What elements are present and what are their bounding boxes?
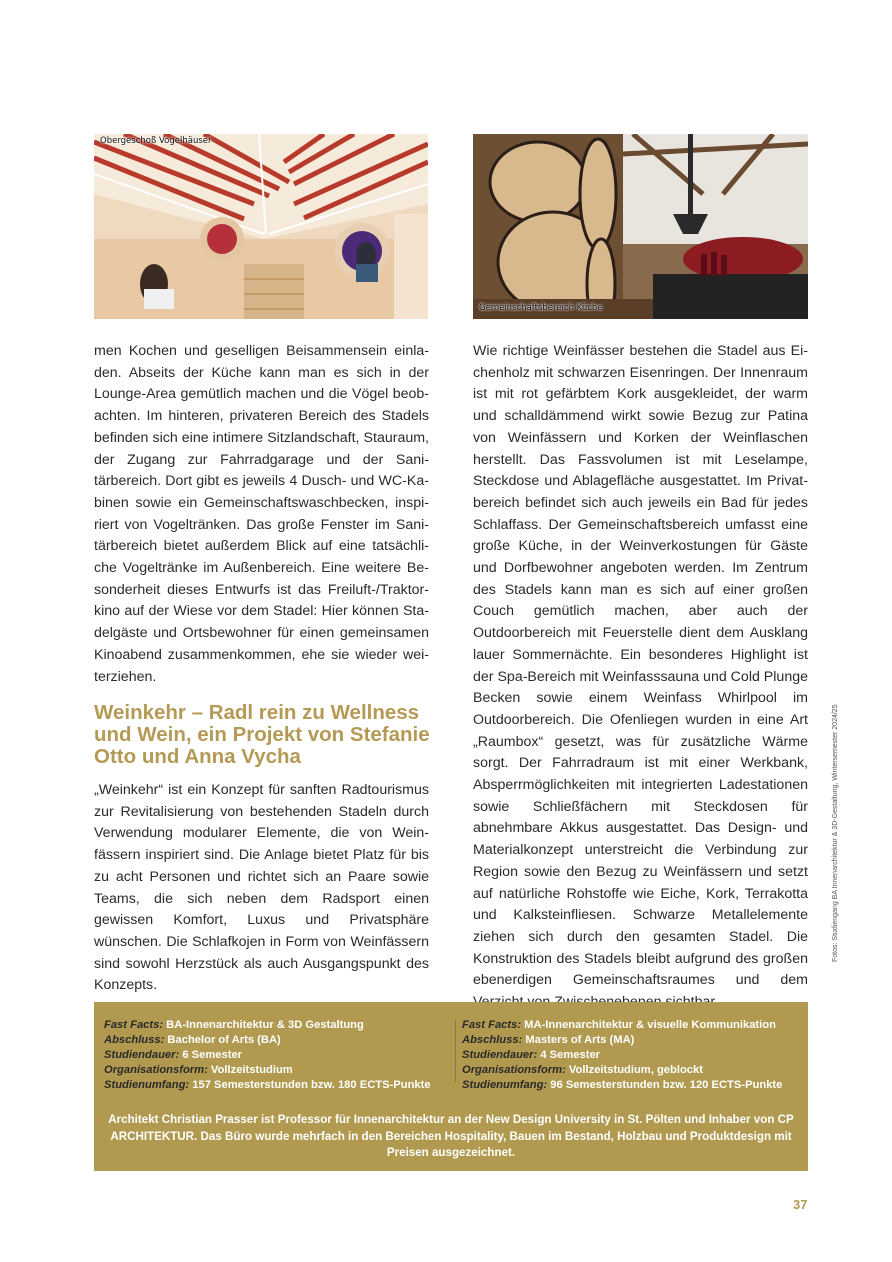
photo-kitchen xyxy=(473,134,808,319)
fact-value: 6 Semester xyxy=(182,1049,243,1061)
fact-label: Studienumfang: xyxy=(104,1079,190,1091)
body-paragraph: men Kochen und geselligen Beisammensein einladen. Abseits der Küche kann man es sich in der Lounge-Area gemütlich machen und die Vögel beobachten. Im hinteren, privateren Bereich des Stadels befinden sich eine intimere Sitzlandschaft, Stauraum, der Zugang zur Fahrradgarage und der Sanitärbereich. Dort gibt es jeweils 4 Dusch- und WC-Kabinen sowie ein Gemeinschaftswaschbecken, inspiriert von Vogeltränken. Das große Fenster im Sanitärbereich bietet außerdem Blick auf eine tatsächliche Vogeltränke im Außenbereich. Eine weitere Besonderheit dieses Entwurfs ist das Freiluft-/Traktorkino auf der Wiese vor dem Stadel: Hier können Stadelgäste und Ortsbewohner für einen gemeinsamen Kinoabend zusammenkommen, ehe sie wieder weiterziehen. xyxy=(94,343,429,685)
fact-value: Vollzeitstudium xyxy=(210,1064,293,1076)
photo-caption: Gemeinschaftsbereich Küche xyxy=(479,303,603,313)
section-heading: Weinkehr – Radl rein zu Wellness und Wein, ein Projekt von Stefanie Otto und Anna Vycha xyxy=(94,701,430,768)
fact-label: Abschluss: xyxy=(462,1034,523,1046)
body-paragraph: Wie richtige Weinfässer bestehen die Stadel aus Eichenholz mit schwarzen Eisenringen. Der Innenraum ist mit rot gefärbtem Kork ausgekleidet, der warm und schalldämmend wirkt sowie Bezug zur Patina von Weinfässern und Korken der Weinflaschen herstellt. Das Fassvolumen ist mit Leselampe, Steckdose und Ablagefläche ausgestattet. Im Privatbereich befindet sich auch jeweils ein Bad für jedes Schlaffass. Der Gemeinschaftsbereich umfasst eine große Küche, in der Weinverkostungen für Gäste und Dorfbewohner angeboten werden. Im Zentrum des Stadels kann man es sich auf einer großen Couch gemütlich machen, aber auch der Outdoorbereich mit Feuerstelle dient dem Ausklang lauer Sommernächte. Ein besonderes Highlight ist der Spa-Bereich mit Weinfasssauna und Cold Plunge Becken sowie einem Weinfass Whirlpool im Outdoorbereich. Die Ofenliegen wurden in eine Art „Raumbox“ gesetzt, was für zusätzliche Wärme sorgt. Der Fahrradraum ist mit einer Werkbank, Absperrmöglichkeiten mit integrierten Ladestationen sowie Schließfächern mit Steckdosen für abnehmbare Akkus ausgestattet. Das Design- und Materialkonzept unterstreicht die Verbindung zur Region sowie den Bezug zu Weinfässern und setzt auf natürliche Rohstoffe wie Eiche, Kork, Terrakotta und Kalksteinfliesen. Schwarze Metallelemente ziehen sich durch den gesamten Stadel. Die Konstruktion des Stadels bleibt aufgrund des großen ebenerdigen Gemeinschaftsraumes und dem xyxy=(473,343,808,989)
fact-label: Studiendauer: xyxy=(104,1049,180,1061)
fact-value: 4 Semester xyxy=(540,1049,601,1061)
fact-value: Bachelor of Arts (BA) xyxy=(167,1034,281,1046)
fact-label: Organisationsform: xyxy=(462,1064,566,1076)
fact-value: Vollzeitstudium, geblockt xyxy=(568,1064,703,1076)
facts-ma xyxy=(462,1018,782,1093)
page-number: 37 xyxy=(793,1197,808,1212)
right-column xyxy=(473,341,808,1014)
fact-label: Organisationsform: xyxy=(104,1064,208,1076)
photo-credit: Fotos: Studiengang BA Innenarchitektur & 3D-Gestaltung, Wintersemester 2024/25 xyxy=(832,704,839,962)
left-column xyxy=(94,341,429,688)
facts-ba xyxy=(104,1018,431,1093)
fact-value: 96 Semesterstunden bzw. 120 ECTS-Punkte xyxy=(550,1079,783,1091)
fact-label: Abschluss: xyxy=(104,1034,165,1046)
photo-caption: Obergeschoß Vogelhäuser xyxy=(100,136,212,146)
fast-facts-box xyxy=(94,1002,808,1171)
fact-value: BA-Innenarchitektur & 3D Gestaltung xyxy=(166,1019,364,1031)
fact-value: 157 Semesterstunden bzw. 180 ECTS-Punkte xyxy=(192,1079,431,1091)
photo-bird-houses xyxy=(94,134,428,319)
fact-label: Studiendauer: xyxy=(462,1049,538,1061)
body-paragraph: „Weinkehr“ ist ein Konzept für sanften Radtourismus zur Revitalisierung von bestehenden Stadeln durch Verwendung modularer Elemente, die von Weinfässern inspiriert sind. Die Anlage bietet Platz für bis zu acht Personen und richtet sich an Paare sowie Teams, die sich neben dem Radsport einen gewissen Komfort, Luxus und Privatsphäre wünschen. Die Schlafkojen in Form von Weinfässern sind sowohl Herzstück als auch Ausgangspunkt des Konzepts. xyxy=(94,782,429,994)
left-column-continued xyxy=(94,780,429,997)
facts-divider xyxy=(455,1020,456,1082)
author-bio: Architekt Christian Prasser ist Professor für Innenarchitektur an der New Design University in St. Pölten und Inhaber von CP ARCHITEKTUR. Das Büro wurde mehrfach in den Bereichen Hospitality, Bauen im Bestand, Holzbau und Produktdesign mit Preisen ausgezeichnet. xyxy=(108,1113,794,1159)
fact-label: Studienumfang: xyxy=(462,1079,548,1091)
fact-label: Fast Facts: xyxy=(104,1019,164,1031)
fact-value: MA-Innenarchitektur & visuelle Kommunikation xyxy=(524,1019,776,1031)
fact-label: Fast Facts: xyxy=(462,1019,522,1031)
fact-value: Masters of Arts (MA) xyxy=(525,1034,635,1046)
